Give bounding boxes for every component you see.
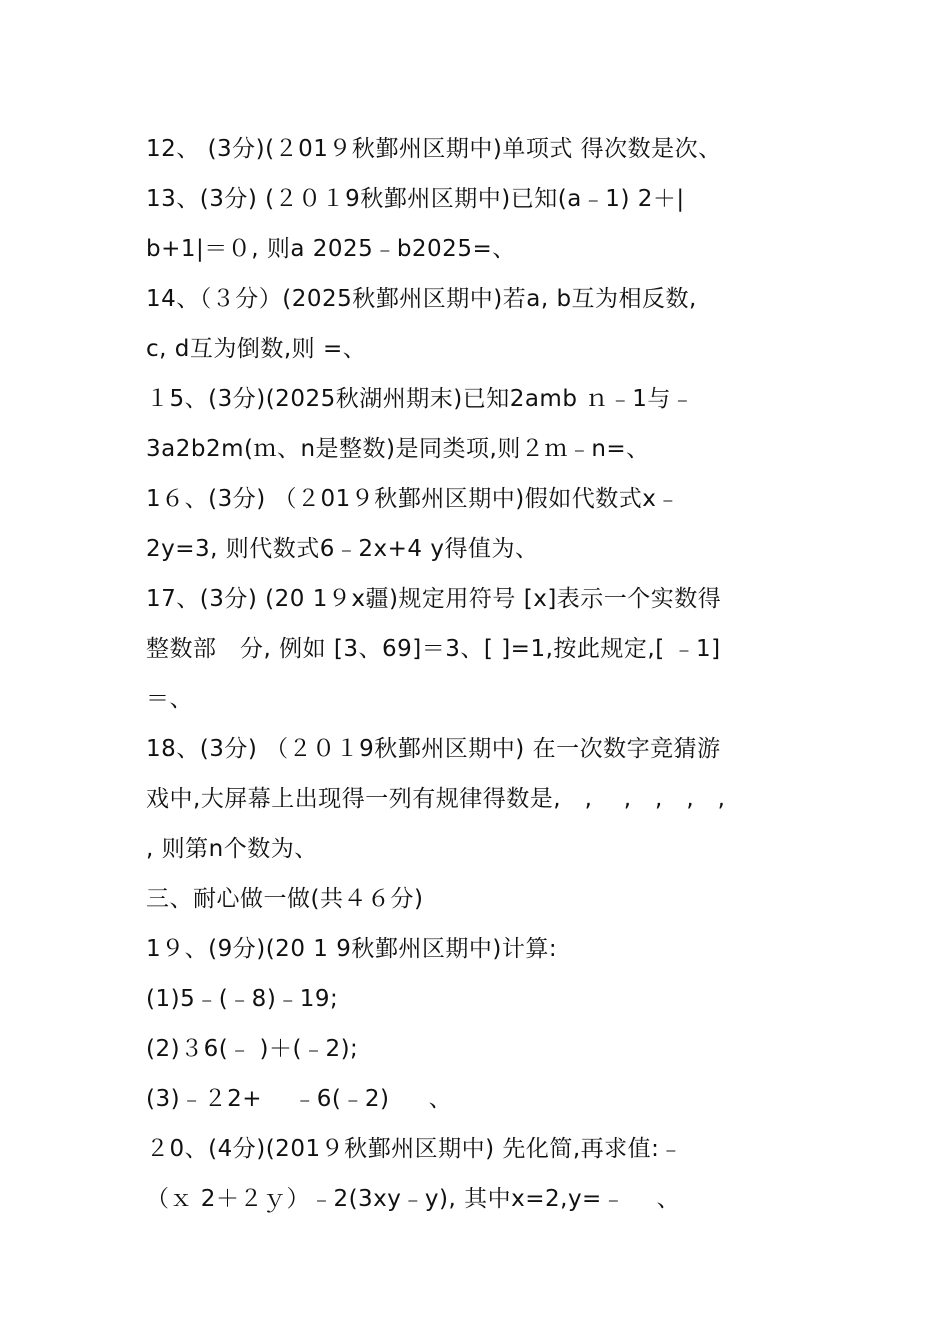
question-17-line-3: ＝、 — [146, 686, 193, 712]
question-15-line-1: １5、(3分)(2025秋湖州期末)已知2amb ｎ﹣1与﹣ — [146, 386, 695, 412]
question-16-line-2: 2y=3, 则代数式6﹣2x+4 y得值为、 — [146, 536, 539, 562]
question-20-line-1: ２0、(4分)(201９秋鄞州区期中) 先化简,再求值:﹣ — [146, 1136, 683, 1162]
question-13-line-2: b+1|＝０, 则a 2025﹣b2025=、 — [146, 236, 516, 262]
question-17-line-2: 整数部 分, 例如 [3、69]＝3、[ ]=1,按此规定,[ ﹣1] — [146, 636, 721, 662]
question-19-line-1: 1９、(9分)(20 1 9秋鄞州区期中)计算: — [146, 936, 558, 962]
question-20-line-2: （ｘ 2＋２ｙ）﹣2(3xy﹣y), 其中x=2,y=﹣ 、 — [146, 1186, 681, 1212]
question-12-line: 12、 (3分)(２01９秋鄞州区期中)单项式 得次数是次、 — [146, 136, 722, 162]
section-three-heading: 三、耐心做一做(共４６分) — [146, 886, 424, 912]
question-13-line-1: 13、(3分) (２０１9秋鄞州区期中)已知(a﹣1) 2＋| — [146, 186, 685, 212]
question-18-line-3: , 则第n个数为、 — [146, 836, 318, 862]
question-15-line-2: 3a2b2m(ｍ、n是整数)是同类项,则２ｍ﹣n=、 — [146, 436, 650, 462]
question-18-line-2: 戏中,大屏幕上出现得一列有规律得数是, , , , , , — [146, 786, 726, 812]
question-16-line-1: 1６、(3分) （２01９秋鄞州区期中)假如代数式x﹣ — [146, 486, 680, 512]
question-14-line-1: 14、（３分）(2025秋鄞州区期中)若a, b互为相反数, — [146, 286, 697, 312]
question-18-line-1: 18、(3分) （２０１9秋鄞州区期中) 在一次数字竞猜游 — [146, 736, 721, 762]
question-19-part-1: (1)5﹣(﹣8)﹣19; — [146, 986, 339, 1012]
question-19-part-2: (2)３6(﹣ )＋(﹣2); — [146, 1036, 359, 1062]
question-14-line-2: c, d互为倒数,则 =、 — [146, 336, 367, 362]
question-17-line-1: 17、(3分) (20 1９x疆)规定用符号 [x]表示一个实数得 — [146, 586, 722, 612]
question-19-part-3: (3)﹣２2+ ﹣6(﹣2) 、 — [146, 1086, 453, 1112]
